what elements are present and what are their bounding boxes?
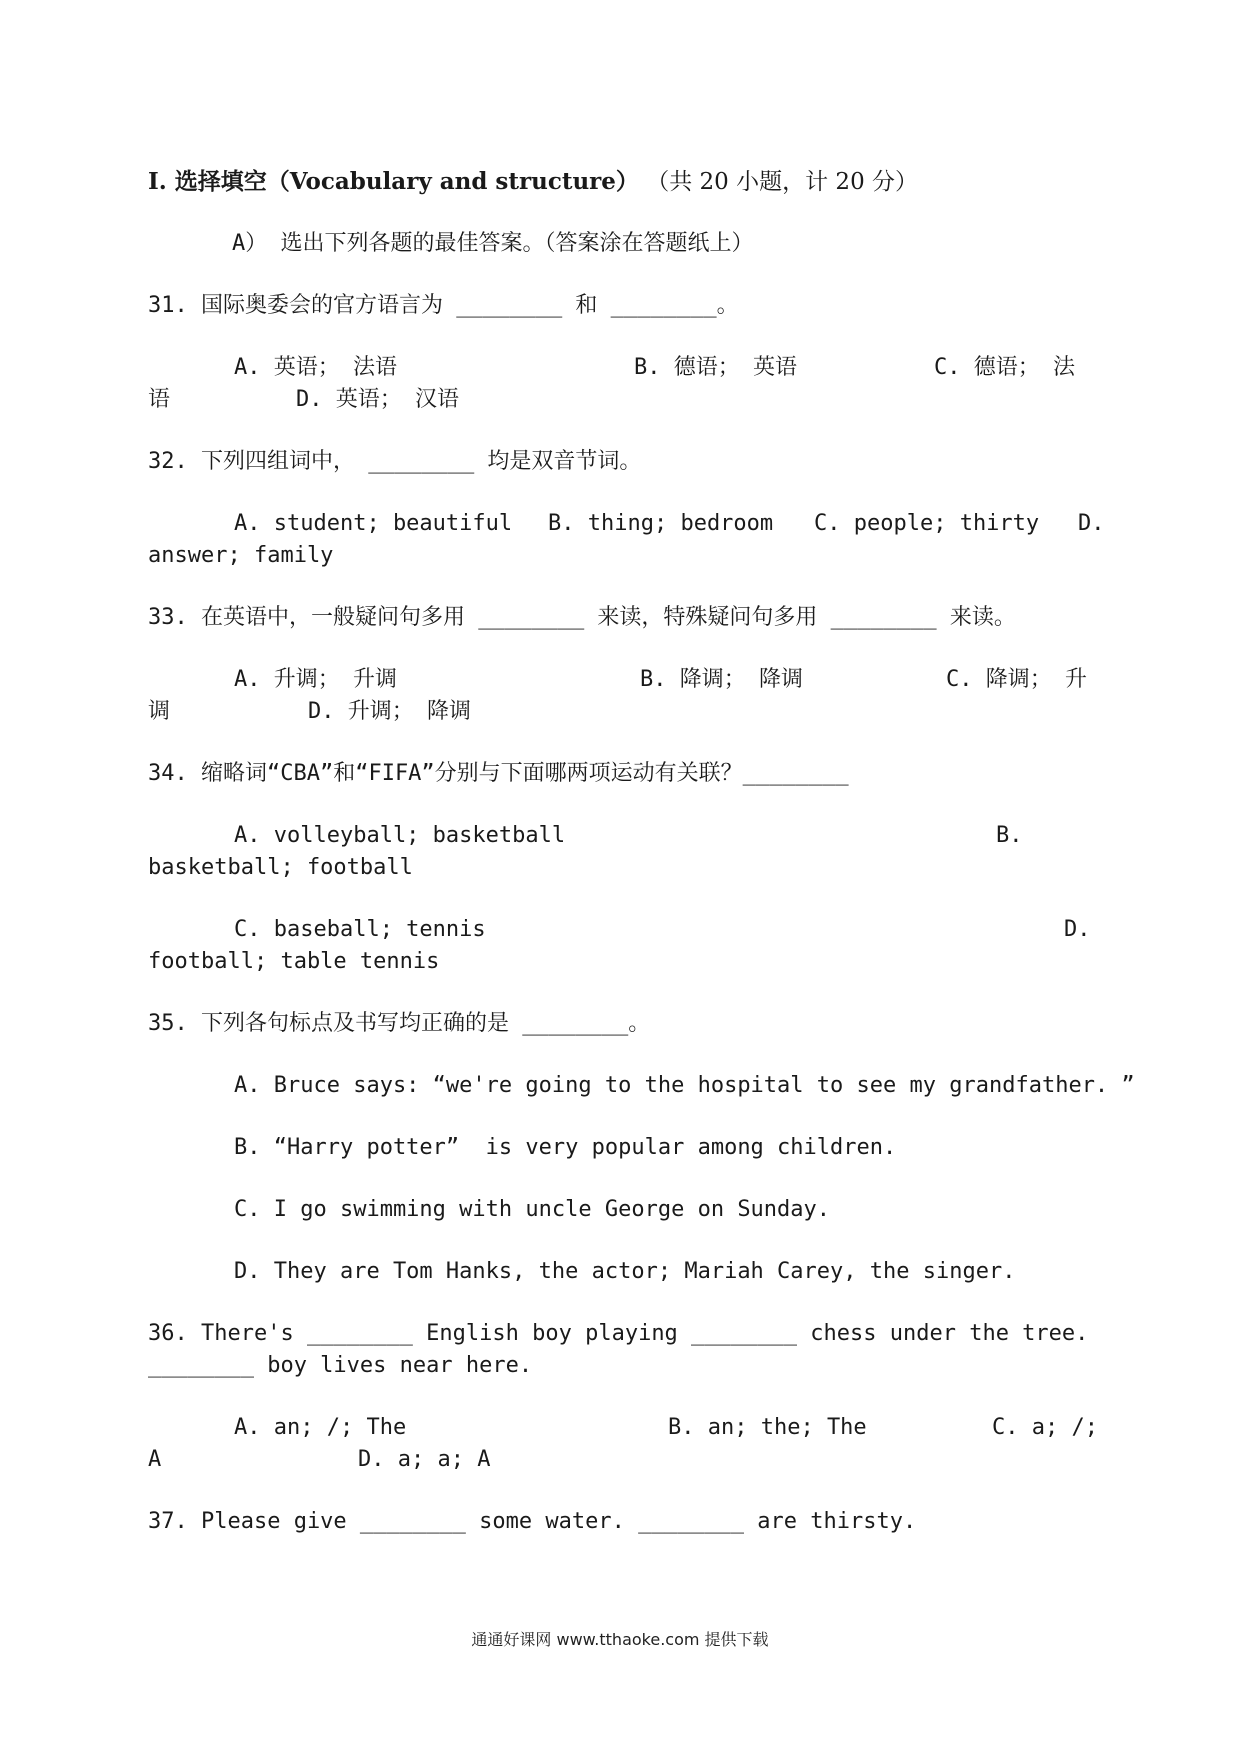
- question-31-option-b: B. 德语； 英语: [634, 355, 797, 380]
- question-34-option-b: B.: [996, 823, 1023, 848]
- question-32-option-b: B. thing; bedroom: [548, 511, 774, 536]
- question-31-option-a: A. 英语； 法语: [234, 355, 397, 380]
- question-37-stem: 37. Please give ________ some water. ________ are thirsty.: [148, 1509, 917, 1534]
- question-33-option-c-cont: 调: [148, 699, 171, 724]
- page-footer: 通通好课网 www.tthaoke.com 提供下载: [471, 1630, 769, 1649]
- section-title-score: （共 20 小题，计 20 分）: [646, 169, 919, 195]
- question-32-option-c: C. people; thirty: [814, 511, 1040, 536]
- question-32-option-d-cont: answer; family: [148, 543, 334, 568]
- section-instruction: A） 选出下列各题的最佳答案。（答案涂在答题纸上）: [232, 231, 754, 256]
- question-33-option-a: A. 升调； 升调: [234, 667, 397, 692]
- question-32-stem: 32. 下列四组词中， ________ 均是双音节词。: [148, 449, 642, 474]
- question-34-option-c: C. baseball; tennis: [234, 917, 486, 942]
- section-title-main: I. 选择填空（Vocabulary and structure）: [148, 168, 639, 195]
- question-36-stem: 36. There's ________ English boy playing ________ chess under the tree.: [148, 1321, 1089, 1346]
- question-31-stem: 31. 国际奥委会的官方语言为 ________ 和 ________。: [148, 293, 739, 318]
- question-34-stem: 34. 缩略词“CBA”和“FIFA”分别与下面哪两项运动有关联？________: [148, 761, 849, 786]
- question-35-option-b: B. “Harry potter” is very popular among children.: [234, 1135, 897, 1160]
- question-34-option-a: A. volleyball; basketball: [234, 823, 566, 848]
- question-31-option-d: D. 英语； 汉语: [296, 387, 459, 412]
- question-35-option-c: C. I go swimming with uncle George on Sunday.: [234, 1197, 831, 1222]
- question-35-stem: 35. 下列各句标点及书写均正确的是 ________。: [148, 1011, 651, 1036]
- question-34-option-b-cont: basketball; football: [148, 855, 413, 880]
- question-36-option-c-cont: A: [148, 1447, 162, 1472]
- question-35-option-d: D. They are Tom Hanks, the actor; Mariah Carey, the singer.: [234, 1259, 1016, 1284]
- question-36-stem-cont: ________ boy lives near here.: [148, 1353, 533, 1378]
- question-34-option-d-cont: football; table tennis: [148, 949, 440, 974]
- question-36-option-b: B. an; the; The: [668, 1415, 867, 1440]
- question-34-option-d: D.: [1064, 917, 1091, 942]
- question-32-option-d: D.: [1078, 511, 1105, 536]
- section-title: [148, 166, 1128, 198]
- question-32-option-a: A. student; beautiful: [234, 511, 513, 536]
- question-33-option-c: C. 降调； 升: [946, 667, 1087, 692]
- question-33-option-b: B. 降调； 降调: [640, 667, 803, 692]
- question-31-option-c: C. 德语； 法: [934, 355, 1075, 380]
- question-33-option-d: D. 升调； 降调: [308, 699, 471, 724]
- question-35-option-a: A. Bruce says: “we're going to the hospital to see my grandfather. ”: [234, 1073, 1135, 1098]
- question-31-option-c-cont: 语: [148, 387, 171, 412]
- question-36-option-d: D. a; a; A: [358, 1447, 491, 1472]
- question-36-option-a: A. an; /; The: [234, 1415, 407, 1440]
- question-36-option-c: C. a; /;: [992, 1415, 1098, 1440]
- question-33-stem: 33. 在英语中，一般疑问句多用 ________ 来读，特殊疑问句多用 ________ 来读。: [148, 605, 1016, 630]
